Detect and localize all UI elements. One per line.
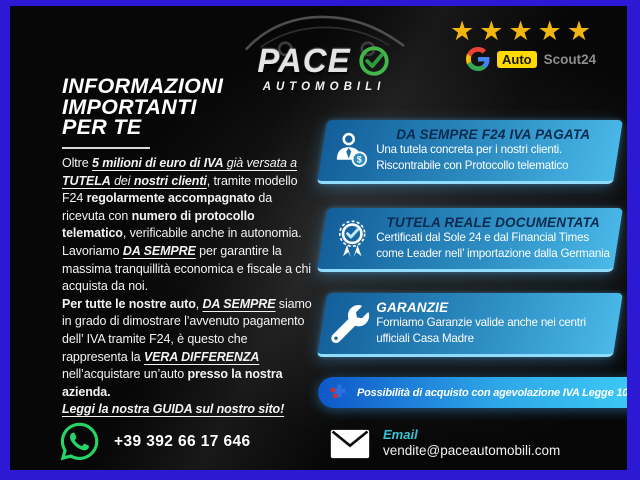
card-garanzie bbox=[317, 293, 623, 357]
businessman-money-icon bbox=[331, 129, 371, 173]
intro-text-segment: DA SEMPRE bbox=[202, 296, 276, 311]
intro-text-segment: da ricevuta con bbox=[62, 191, 273, 223]
autoscout-auto-badge: Auto bbox=[497, 51, 537, 68]
intro-text-segment: , tramite modello F24 bbox=[62, 173, 298, 206]
law-104-label: Possibilità di acquisto con agevolazione IVA Legge 104 bbox=[357, 386, 635, 399]
intro-text-segment: presso la nostra azienda bbox=[62, 367, 283, 399]
star-icon: ★ bbox=[508, 16, 533, 46]
star-icon: ★ bbox=[479, 16, 504, 46]
star-icon: ★ bbox=[537, 16, 562, 46]
whatsapp-contact[interactable] bbox=[58, 420, 251, 463]
rating-logos bbox=[466, 47, 596, 71]
intro-text-segment: nostri clienti bbox=[133, 173, 207, 188]
whatsapp-icon bbox=[58, 420, 101, 463]
star-icon: ★ bbox=[566, 16, 592, 46]
card-title: TUTELA REALE DOCUMENTATA bbox=[386, 215, 601, 230]
card-f24-iva-pagata bbox=[317, 120, 623, 184]
intro-text-segment: per garantire la massima tranquillità economica e fiscale a chi acquista da noi. bbox=[62, 243, 311, 294]
page-title bbox=[62, 76, 223, 138]
intro-text-segment: Leggi la nostra GUIDA sul nostro sito! bbox=[62, 402, 285, 417]
intro-text-segment: , bbox=[195, 296, 203, 311]
intro-text-segment: numero di protocollo telematico bbox=[62, 208, 255, 241]
email-address: vendite@paceautomobili.com bbox=[383, 442, 561, 458]
pace-logo bbox=[228, 10, 420, 93]
intro-text-segment: già versata a bbox=[226, 156, 298, 170]
intro-text-segment: VERA DIFFERENZA bbox=[143, 349, 260, 364]
card-tutela-documentata bbox=[317, 208, 623, 272]
five-star-rating bbox=[450, 18, 591, 45]
card-title: DA SEMPRE F24 IVA PAGATA bbox=[396, 127, 591, 142]
intro-text-segment: Per tutte le nostre auto bbox=[62, 296, 196, 311]
svg-text:$: $ bbox=[356, 153, 362, 164]
green-check-circle-icon bbox=[357, 44, 391, 78]
page-title-line1: INFORMAZIONI bbox=[62, 74, 224, 98]
card-line: Certificati dal Sole 24 e dal Financial Times bbox=[376, 231, 589, 244]
intro-text-segment: 5 milioni di euro di IVA bbox=[91, 156, 224, 170]
card-line: come Leader nell’ importazione dalla Germania bbox=[376, 247, 610, 260]
intro-text-segment: nell’acquistare un’auto bbox=[62, 367, 188, 382]
brand-name: PACE bbox=[257, 42, 351, 79]
intro-text-segment: regolarmente accompagnato bbox=[86, 191, 256, 206]
envelope-icon bbox=[330, 429, 370, 459]
star-icon: ★ bbox=[450, 16, 475, 46]
email-contact[interactable] bbox=[330, 425, 560, 459]
intro-text-segment: . bbox=[107, 384, 111, 399]
email-label: Email bbox=[383, 426, 418, 442]
wrench-icon bbox=[331, 305, 369, 343]
card-line: Una tutela concreta per i nostri clienti. bbox=[376, 143, 563, 156]
card-line: ufficiali Casa Madre bbox=[376, 332, 474, 345]
intro-text-segment: Oltre bbox=[62, 156, 92, 170]
intro-text-segment: dei bbox=[114, 173, 134, 188]
card-title: GARANZIE bbox=[376, 300, 449, 315]
page-title-line2: IMPORTANTI bbox=[62, 94, 197, 119]
intro-text-segment: , verificabile anche in autonomia. Lavoriamo bbox=[62, 226, 302, 258]
card-line: Riscontrabile con Protocollo telematico bbox=[376, 159, 569, 172]
autoscout-scout24-label: Scout24 bbox=[543, 51, 597, 67]
intro-text-segment: DA SEMPRE bbox=[122, 243, 196, 258]
intro-text-segment: siamo in grado di dimostrare l’avvenuto pagamento dell’ IVA tramite F24, è questo che rappresenta la bbox=[62, 296, 312, 364]
law-104-banner bbox=[318, 377, 640, 408]
intro-text-segment: TUTELA bbox=[62, 173, 111, 188]
intro-paragraphs bbox=[62, 155, 314, 419]
law-104-cross-icon bbox=[329, 383, 349, 403]
google-icon bbox=[466, 47, 490, 71]
phone-number: +39 392 66 17 646 bbox=[114, 432, 251, 450]
card-line: Forniamo Garanzie valide anche nei centri bbox=[376, 316, 586, 329]
page-title-line3: PER TE bbox=[62, 115, 142, 139]
award-ribbon-icon bbox=[331, 216, 373, 262]
title-underline bbox=[62, 147, 150, 149]
brand-subtitle: AUTOMOBILI bbox=[262, 81, 386, 93]
